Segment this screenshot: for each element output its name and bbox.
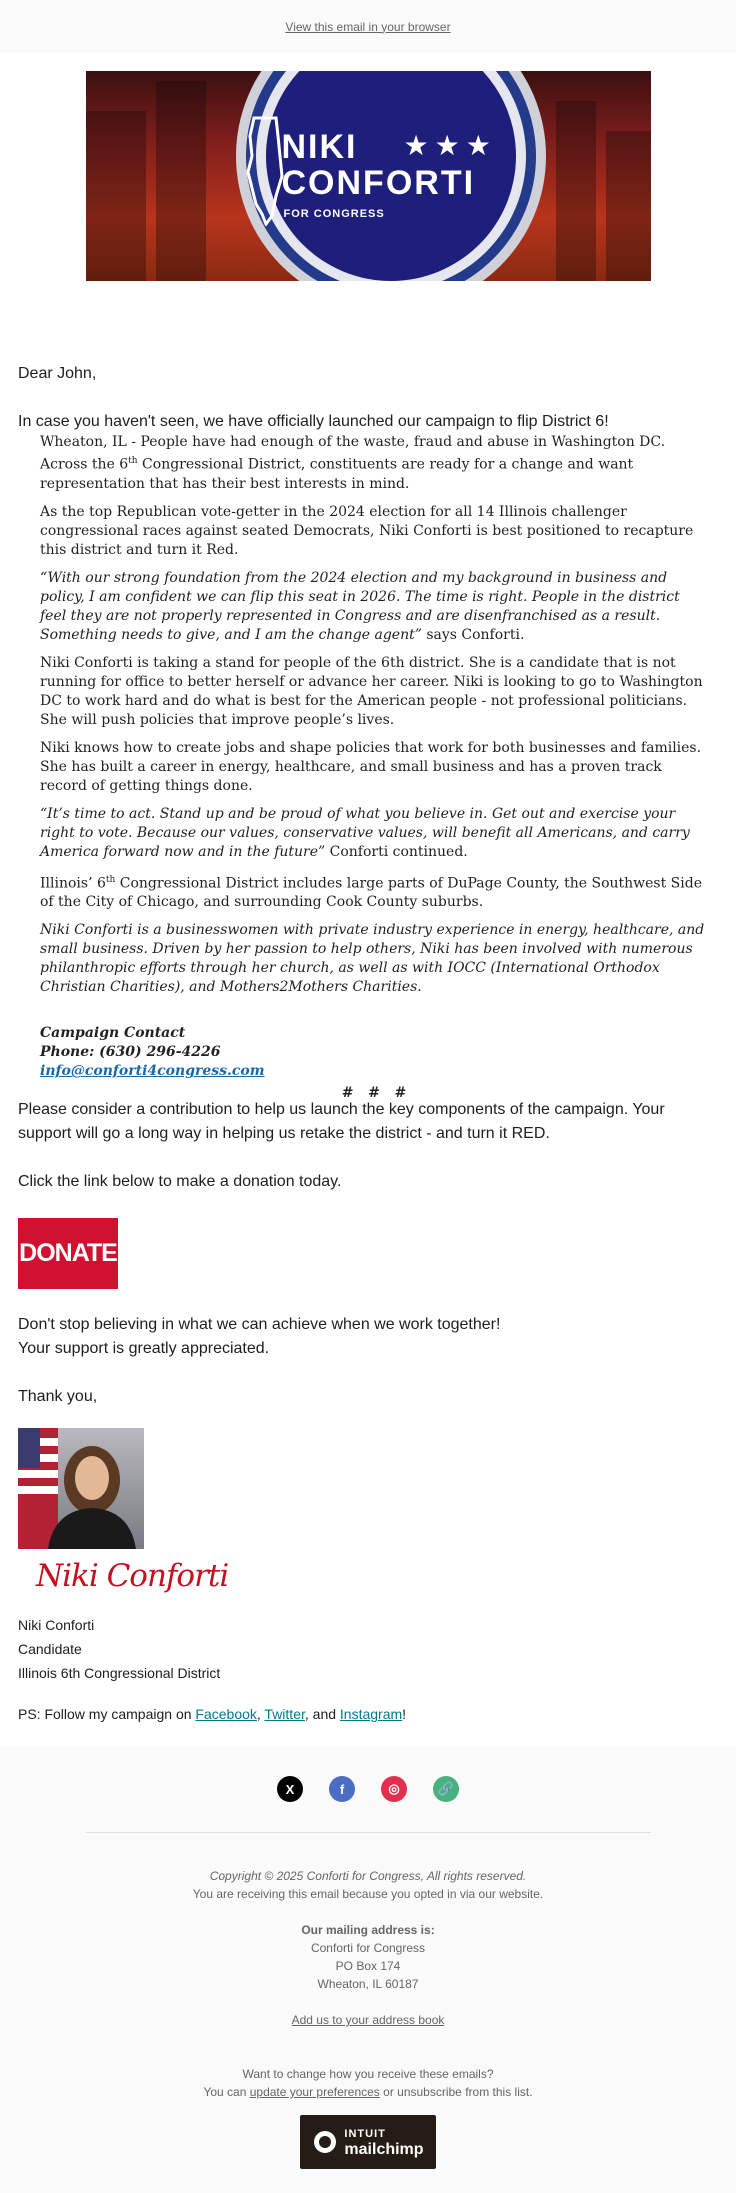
copyright: Copyright © 2025 Conforti for Congress, All rights reserved. [209, 1869, 527, 1883]
press-paragraph: As the top Republican vote-getter in the 2024 election for all 14 Illinois challenger congressional races against seated Democrats, Niki Conforti is best positioned to recapture this district and turn it Red. [40, 503, 694, 558]
instagram-icon[interactable]: ◎ [381, 1776, 407, 1802]
banner-stars: ★★★ [403, 130, 497, 161]
ps-line: PS: Follow my campaign on Facebook, Twitter, and Instagram! [18, 1706, 407, 1722]
mailchimp-logo-icon [312, 2129, 338, 2155]
skyline-building [606, 131, 651, 281]
signer-name: Niki Conforti [18, 1617, 95, 1633]
opted-in-notice: You are receiving this email because you opted in via our website. [192, 1887, 544, 1901]
top-bar [0, 0, 736, 53]
address-line: Wheaton, IL 60187 [317, 1977, 419, 1991]
email-content [0, 362, 736, 434]
candidate-photo [18, 1428, 144, 1549]
intro-paragraph: In case you haven't seen, we have officially launched our campaign to flip District 6! [18, 413, 609, 430]
change-question: Want to change how you receive these emails? [242, 2067, 494, 2081]
end-marks: # # # [341, 1085, 407, 1102]
signature-script: Niki Conforti [36, 1558, 229, 1594]
twitter-link[interactable]: Twitter [264, 1706, 305, 1722]
address-line: PO Box 174 [335, 1959, 401, 1973]
banner-subtitle: FOR CONGRESS [283, 208, 385, 220]
campaign-contact [40, 1024, 708, 1081]
footer-text [0, 1867, 736, 2101]
mailchimp-badge[interactable] [300, 2115, 436, 2169]
skyline-building [156, 81, 206, 281]
x-icon[interactable]: X [277, 1776, 303, 1802]
candidate-portrait-icon [18, 1428, 144, 1549]
banner-wrap [0, 53, 736, 288]
contact-phone: Phone: (630) 296-4226 [40, 1044, 221, 1061]
press-paragraph: Illinois’ 6th Congressional District includes large parts of DuPage County, the Southwest Side of the City of Chicago, and surrounding Cook County suburbs. [40, 874, 702, 911]
press-quote: “It’s time to act. Stand up and be proud of what you believe in. Get out and exercise your right to vote. Because our values, conservative values, will benefit all Americans, and carry America forward now and in the future” Conforti continued. [40, 805, 690, 860]
add-address-book-link[interactable]: Add us to your address book [291, 2013, 445, 2027]
appeal-section [18, 1098, 698, 1409]
contact-email-link[interactable]: info@conforti4congress.com [40, 1063, 265, 1080]
facebook-icon[interactable]: f [329, 1776, 355, 1802]
preferences-line: You can update your preferences or unsubscribe from this list. [203, 2085, 533, 2099]
appeal-instruction: Click the link below to make a donation today. [18, 1173, 342, 1190]
donate-button[interactable]: DONATE [18, 1218, 118, 1289]
instagram-link[interactable]: Instagram [339, 1706, 403, 1722]
press-paragraph: Niki Conforti is taking a stand for people of the 6th district. She is a candidate that is not running for office to better herself or advance her career. Niki is looking to go to Washington DC to work hard and do what is best for the American people - not professional politicians. She will push policies that improve people’s lives. [40, 654, 703, 728]
mailchimp-wordmark: mailchimp [344, 2141, 424, 2158]
appeal-paragraph: Please consider a contribution to help us launch the key components of the campaign. Your support will go a long way in helping us retake the district - and turn it RED. [18, 1101, 665, 1142]
signer-district: Illinois 6th Congressional District [18, 1665, 221, 1681]
mailchimp-intuit: INTUIT [344, 2128, 386, 2140]
campaign-banner [86, 71, 651, 281]
thank-you: Thank you, [18, 1388, 98, 1405]
appeal-closing: Don't stop believing in what we can achieve when we work together! Your support is greatly appreciated. [18, 1316, 501, 1357]
social-icons [0, 1776, 736, 1802]
update-preferences-link[interactable]: update your preferences [249, 2085, 380, 2099]
address-line: Conforti for Congress [310, 1941, 426, 1955]
press-quote: “With our strong foundation from the 2024 election and my background in business and policy, I am confident we can flip this seat in 2026. The time is right. People in the district feel they are not properly represented in Congress and are disenfranchised as a result. Something needs to give, and I am the change agent” says Conforti. [40, 569, 680, 643]
skyline-building [556, 101, 596, 281]
link-icon[interactable]: 🔗 [433, 1776, 459, 1802]
skyline-building [86, 111, 146, 281]
press-paragraph: Niki knows how to create jobs and shape policies that work for both businesses and families. She has built a career in energy, healthcare, and small business and has a proven track record of getting things done. [40, 739, 702, 794]
press-bio: Niki Conforti is a businesswomen with private industry experience in energy, healthcare, and small business. Driven by her passion to help others, Niki has been involved with numerous philanthropic efforts through her church, as well as with IOCC (International Orthodox Christian Charities), and Mothers2Mothers Charities. [40, 922, 705, 996]
footer-divider [86, 1832, 651, 1833]
banner-title: NIKI CONFORTI [281, 128, 476, 202]
contact-heading: Campaign Contact [40, 1025, 186, 1042]
facebook-link[interactable]: Facebook [195, 1706, 257, 1722]
mailing-heading: Our mailing address is: [301, 1923, 435, 1937]
signer-role: Candidate [18, 1641, 82, 1657]
signature-block [18, 1613, 220, 1685]
illinois-outline-icon [246, 116, 286, 226]
press-release [18, 433, 730, 1101]
press-paragraph: Wheaton, IL - People have had enough of the waste, fraud and abuse in Washington DC. Across the 6th Congressional District, constituents are ready for a change and want representation that has their best interests in mind. [40, 434, 666, 492]
footer [0, 1746, 736, 2193]
view-in-browser-link[interactable]: View this email in your browser [285, 19, 451, 34]
greeting: Dear John, [18, 365, 97, 382]
